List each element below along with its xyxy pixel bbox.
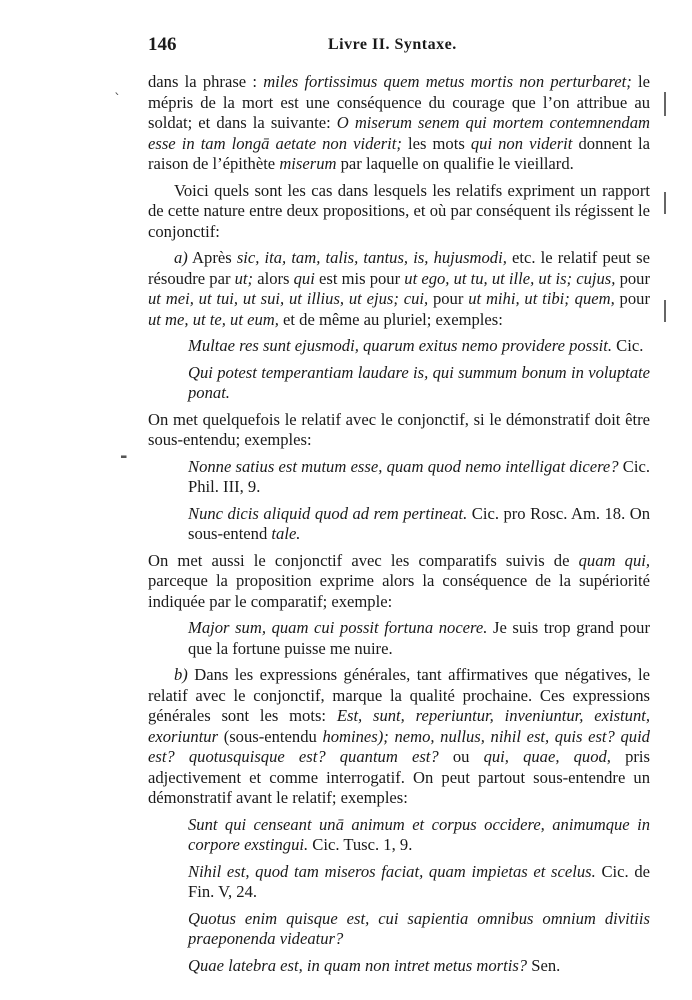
- paragraph: On met quelquefois le relatif avec le conjonctif, si le démonstratif doit être sous-entendu; exemples:: [148, 409, 650, 449]
- example: [148, 956, 650, 977]
- example: [148, 909, 650, 950]
- citation: Cic.: [612, 336, 644, 355]
- paragraph: Voici quels sont les cas dans lesquels les relatifs expriment un rapport de cette nature entre deux propositions, et où par conséquent ils régissent le conjonctif:: [148, 180, 650, 241]
- latin-phrase: O miserum senem qui mortem contemnendam esse in tam longā aetate non viderit;: [148, 113, 650, 153]
- section-letter: b): [174, 665, 188, 684]
- example: [148, 862, 650, 903]
- example: [148, 618, 650, 659]
- margin-dash: -: [120, 446, 128, 467]
- example: [148, 504, 650, 545]
- paragraph: [148, 665, 650, 809]
- latin-example: Major sum, quam cui possit fortuna nocere.: [188, 618, 488, 637]
- latin-phrase: ut mihi, ut tibi;: [468, 289, 570, 308]
- latin-example: Nonne satius est mutum esse, quam quod nemo intelligat dicere?: [188, 456, 619, 476]
- citation: Cic. de Fin. V, 24.: [188, 861, 650, 901]
- citation: Cic. Tusc. 1, 9.: [308, 835, 413, 854]
- latin-phrase: qui, quae, quod,: [483, 747, 611, 766]
- citation: Cic. Phil. III, 9.: [188, 456, 650, 496]
- latin-phrase: quem,: [574, 289, 615, 308]
- text-run: le mépris de la mort est une conséquence du courage que l’on attribue au soldat; et dans la suivante:: [148, 72, 650, 132]
- translation: Je suis trop grand pour que la fortune puisse me nuire.: [188, 618, 650, 658]
- margin-tick: ˋ: [114, 92, 121, 108]
- latin-example: Multae res sunt ejusmodi, quarum exitus nemo providere possit.: [188, 336, 613, 355]
- text-run: pour: [615, 268, 650, 288]
- latin-phrase: sic, ita, tam, talis, tantus, is, hujusmodi,: [236, 248, 507, 267]
- latin-example: Nunc dicis aliquid quod ad rem pertineat.: [188, 503, 468, 523]
- text-run: dans la phrase :: [148, 72, 264, 91]
- text-run: par laquelle on qualifie le vieillard.: [336, 154, 574, 173]
- text-run: est mis pour: [314, 268, 405, 288]
- latin-phrase: homines);: [322, 726, 389, 746]
- citation: Sen.: [527, 955, 561, 975]
- latin-phrase: cujus,: [576, 268, 616, 288]
- margin-line: [664, 300, 666, 322]
- latin-phrase: qui: [293, 268, 315, 288]
- latin-example: Sunt qui censeant unā animum et corpus occidere, animumque in corpore exstingui.: [188, 814, 650, 854]
- paragraph: [148, 72, 650, 175]
- paragraph: [148, 248, 650, 330]
- latin-example: Quae latebra est, in quam non intret metus mortis?: [188, 955, 528, 975]
- latin-phrase: miserum: [279, 154, 337, 173]
- latin-phrase: Est, sunt, reperiuntur, inveniuntur, existunt, exoriuntur: [148, 706, 650, 746]
- text-run: et de même au pluriel; exemples:: [278, 309, 503, 329]
- margin-line: [664, 92, 666, 116]
- page-number: 146: [148, 34, 177, 55]
- section-letter: a): [174, 248, 188, 267]
- text-run: Après: [187, 248, 237, 267]
- latin-example: Nihil est, quod tam miseros faciat, quam impietas et scelus.: [188, 861, 596, 881]
- margin-line: [664, 192, 666, 214]
- example: [148, 336, 650, 357]
- latin-phrase: quam qui,: [578, 550, 650, 570]
- latin-phrase: ut mei, ut tui, ut sui, ut illius, ut ejus;: [148, 289, 399, 308]
- latin-phrase: nemo, nullus, nihil est, quis est? quid est? quotusquisque est? quantum est?: [148, 726, 650, 766]
- text-run: pris adjectivement et comme interrogatif. On peut partout sous-entendre un démonstratif avant le relatif; exemples:: [148, 747, 650, 807]
- text-run: Dans les expressions générales, tant affirmatives que négatives, le relatif avec le conjonctif, marque la qualité prochaine. Ces expressions générales sont les mots:: [148, 665, 650, 725]
- text-run: On met aussi le conjonctif avec les comparatifs suivis de: [148, 550, 579, 570]
- running-title: Livre II. Syntaxe.: [328, 36, 457, 53]
- text-run: ou: [438, 747, 484, 766]
- latin-example: Quotus enim quisque est, cui sapientia omnibus omnium divitiis praeponenda videatur?: [188, 908, 650, 948]
- latin-phrase: ut;: [234, 268, 254, 288]
- text-run: parceque la proposition exprime alors la conséquence de la supériorité indiquée par le comparatif; exemple:: [148, 571, 650, 611]
- paragraph: [148, 551, 650, 613]
- text-run: pour: [428, 289, 469, 308]
- citation: Cic. pro Rosc. Am. 18. On sous-entend: [188, 503, 650, 543]
- text-run: alors: [253, 268, 294, 288]
- example: [148, 363, 650, 404]
- page-header: [148, 34, 648, 58]
- text-run: etc. le relatif peut se résoudre par: [148, 248, 650, 288]
- latin-phrase: miles fortissimus quem metus mortis non perturbaret;: [263, 72, 632, 91]
- latin-word: tale.: [271, 524, 301, 543]
- latin-phrase: qui non viderit: [470, 133, 573, 153]
- text-run: les mots: [401, 133, 471, 153]
- latin-phrase: ut me, ut te, ut eum,: [148, 309, 279, 329]
- latin-phrase: cui,: [403, 289, 429, 308]
- example: [148, 457, 650, 498]
- text-run: donnent la raison de l’épithète: [148, 133, 650, 173]
- latin-phrase: ut ego, ut tu, ut ille, ut is;: [404, 268, 573, 288]
- latin-example: Qui potest temperantiam laudare is, qui summum bonum in voluptate ponat.: [188, 362, 650, 402]
- page-body: [148, 72, 650, 976]
- text-run: (sous-entendu: [218, 726, 323, 746]
- text-run: pour: [614, 289, 650, 308]
- example: [148, 815, 650, 856]
